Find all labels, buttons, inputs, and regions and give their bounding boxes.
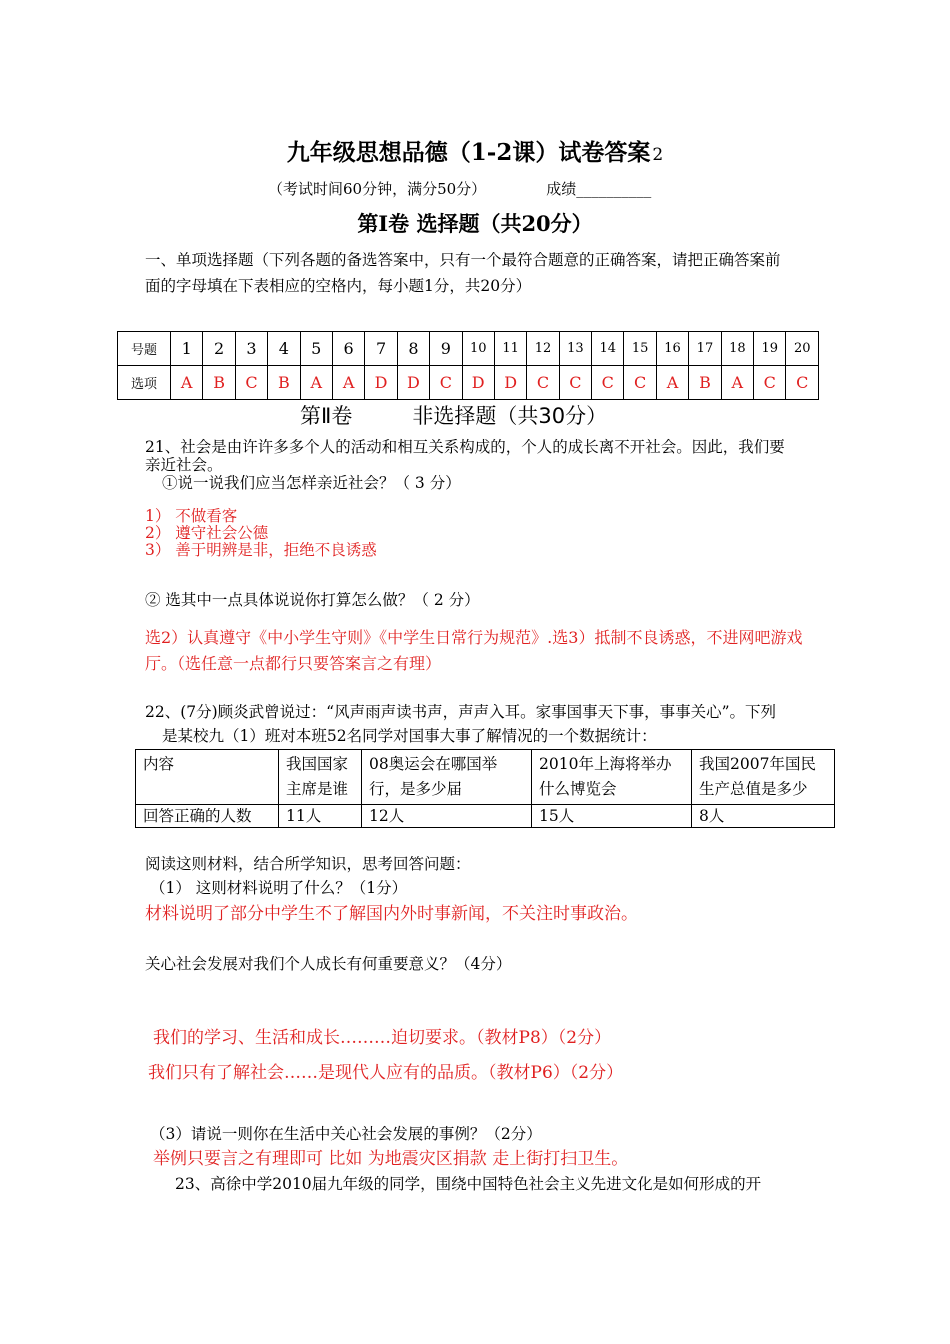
question-number-cell: 1 bbox=[171, 332, 203, 366]
survey-header-cell: 2010年上海将举办什么博览会 bbox=[532, 750, 692, 805]
answer-table-row-label: 选项 bbox=[118, 366, 171, 400]
answer-cell: A bbox=[332, 366, 364, 400]
answer-table-answer-row bbox=[118, 366, 819, 400]
survey-table-row bbox=[136, 805, 835, 828]
survey-cell: 12人 bbox=[362, 805, 532, 828]
question-number-cell: 8 bbox=[397, 332, 429, 366]
answer-cell: C bbox=[430, 366, 462, 400]
survey-cell: 回答正确的人数 bbox=[136, 805, 279, 828]
question-number-cell: 15 bbox=[624, 332, 656, 366]
answer-table bbox=[117, 331, 819, 400]
answer-cell: C bbox=[786, 366, 819, 400]
question-number-cell: 10 bbox=[462, 332, 494, 366]
answer-cell: A bbox=[721, 366, 753, 400]
q23-stem-1: 23、高徐中学2010届九年级的同学，围绕中国特色社会主义先进文化是如何形成的开 bbox=[175, 1175, 762, 1193]
q21-answer-1: 1） 不做看客 bbox=[145, 507, 238, 525]
survey-table-header bbox=[136, 750, 835, 805]
answer-cell: D bbox=[365, 366, 397, 400]
question-number-cell: 3 bbox=[235, 332, 267, 366]
answer-cell: C bbox=[624, 366, 656, 400]
answer-table-row-label: 号题 bbox=[118, 332, 171, 366]
exam-time-score: （考试时间60分钟，满分50分） bbox=[268, 180, 487, 198]
question-number-cell: 19 bbox=[754, 332, 786, 366]
q21-stem-1: 21、社会是由许许多多个人的活动和相互关系构成的，个人的成长离不开社会。因此，我们要 bbox=[145, 438, 785, 456]
question-number-cell: 13 bbox=[559, 332, 591, 366]
exam-title-sup: 2 bbox=[652, 145, 664, 165]
section2-heading-left: 第Ⅱ卷 bbox=[300, 404, 353, 428]
answer-cell: C bbox=[235, 366, 267, 400]
answer-cell: B bbox=[203, 366, 235, 400]
answer-cell: A bbox=[300, 366, 332, 400]
exam-info bbox=[268, 178, 651, 199]
exam-title bbox=[0, 134, 950, 167]
answer-table-number-row bbox=[118, 332, 819, 366]
q22-sub2: 关心社会发展对我们个人成长有何重要意义？（4分） bbox=[145, 955, 512, 973]
q22-read: 阅读这则材料，结合所学知识，思考回答问题： bbox=[145, 855, 471, 873]
q21-sub2: ② 选其中一点具体说说你打算怎么做？（ 2 分） bbox=[145, 591, 480, 609]
question-number-cell: 2 bbox=[203, 332, 235, 366]
answer-cell: A bbox=[656, 366, 688, 400]
survey-cell: 11人 bbox=[279, 805, 362, 828]
q22-answer2b: 我们只有了解社会……是现代人应有的品质。（教材P6）（2分） bbox=[148, 1063, 624, 1083]
q22-sub3: （3）请说一则你在生活中关心社会发展的事例？（2分） bbox=[150, 1125, 542, 1143]
section1-instruction-1: 一、单项选择题（下列各题的备选答案中，只有一个最符合题意的正确答案，请把正确答案前 bbox=[145, 251, 781, 269]
answer-cell: C bbox=[559, 366, 591, 400]
question-number-cell: 9 bbox=[430, 332, 462, 366]
question-number-cell: 6 bbox=[332, 332, 364, 366]
q22-stem-2: 是某校九（1）班对本班52名同学对国事大事了解情况的一个数据统计： bbox=[162, 727, 657, 745]
question-number-cell: 5 bbox=[300, 332, 332, 366]
question-number-cell: 12 bbox=[527, 332, 559, 366]
q22-stem-1: 22、(7分)顾炎武曾说过：“风声雨声读书声，声声入耳。家事国事天下事，事事关心”。下列 bbox=[145, 703, 777, 721]
q21-answer2-2: 厅。（选任意一点都行只要答案言之有理） bbox=[145, 654, 442, 673]
section1-heading: 第Ⅰ卷 选择题（共20分） bbox=[357, 211, 593, 236]
answer-cell: C bbox=[527, 366, 559, 400]
question-number-cell: 16 bbox=[656, 332, 688, 366]
answer-cell: D bbox=[462, 366, 494, 400]
answer-cell: C bbox=[592, 366, 624, 400]
answer-cell: B bbox=[689, 366, 721, 400]
q21-stem-2: 亲近社会。 bbox=[145, 456, 223, 474]
q22-answer2a: 我们的学习、生活和成长………迫切要求。（教材P8）（2分） bbox=[153, 1028, 612, 1048]
q22-answer1: 材料说明了部分中学生不了解国内外时事新闻，不关注时事政治。 bbox=[145, 904, 638, 924]
section2-heading-right: 非选择题（共30分） bbox=[412, 404, 608, 428]
survey-header-cell: 我国2007年国民生产总值是多少 bbox=[692, 750, 835, 805]
question-number-cell: 14 bbox=[592, 332, 624, 366]
q22-sub1: （1） 这则材料说明了什么？（1分） bbox=[150, 879, 408, 897]
exam-title-main: 九年级思想品德（1-2课）试卷答案 bbox=[286, 139, 651, 166]
question-number-cell: 18 bbox=[721, 332, 753, 366]
question-number-cell: 7 bbox=[365, 332, 397, 366]
answer-cell: D bbox=[397, 366, 429, 400]
q21-answer2-1: 选2）认真遵守《中小学生守则》《中学生日常行为规范》.选3）抵制不良诱惑，不进网吧游戏 bbox=[145, 628, 803, 647]
survey-header-cell: 我国国家主席是谁 bbox=[279, 750, 362, 805]
answer-cell: B bbox=[268, 366, 300, 400]
question-number-cell: 11 bbox=[494, 332, 526, 366]
answer-cell: A bbox=[171, 366, 203, 400]
q21-sub1: ①说一说我们应当怎样亲近社会？（ 3 分） bbox=[162, 474, 461, 492]
question-number-cell: 20 bbox=[786, 332, 819, 366]
section2-heading bbox=[300, 400, 607, 430]
q22-answer3: 举例只要言之有理即可 比如 为地震灾区捐款 走上街打扫卫生。 bbox=[153, 1149, 629, 1169]
question-number-cell: 17 bbox=[689, 332, 721, 366]
answer-cell: C bbox=[754, 366, 786, 400]
answer-cell: D bbox=[494, 366, 526, 400]
survey-cell: 8人 bbox=[692, 805, 835, 828]
q21-answer-2: 2） 遵守社会公德 bbox=[145, 524, 269, 542]
grade-field: 成绩__________ bbox=[546, 180, 652, 198]
section1-instruction-2: 面的字母填在下表相应的空格内，每小题1分，共20分） bbox=[145, 277, 532, 295]
question-number-cell: 4 bbox=[268, 332, 300, 366]
q21-answer-3: 3） 善于明辨是非，拒绝不良诱惑 bbox=[145, 541, 377, 559]
survey-header-cell: 08奥运会在哪国举行，是多少届 bbox=[362, 750, 532, 805]
survey-header-cell: 内容 bbox=[136, 750, 279, 805]
survey-table bbox=[135, 749, 835, 828]
survey-cell: 15人 bbox=[532, 805, 692, 828]
